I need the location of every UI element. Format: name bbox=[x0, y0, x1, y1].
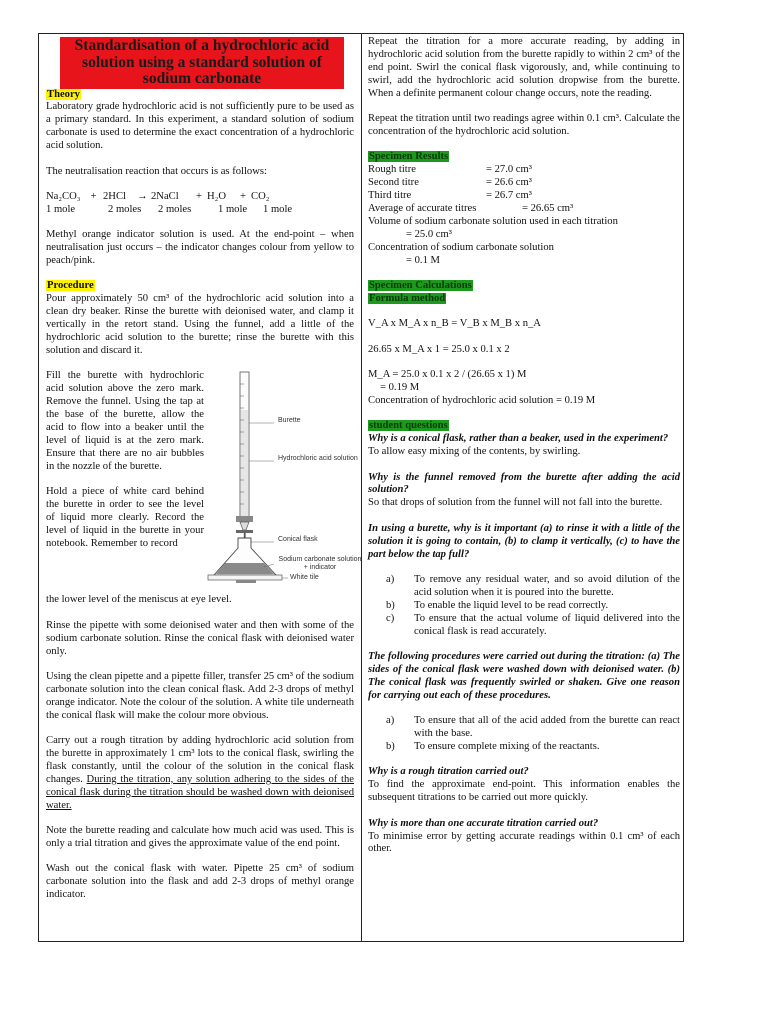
result-row: Second titre = 26.6 cm³ bbox=[368, 177, 532, 189]
specimen-results-heading: Specimen Results bbox=[369, 151, 449, 163]
eq-op: + bbox=[240, 190, 246, 202]
volume-label: Volume of sodium carbonate solution used in each titration bbox=[368, 215, 618, 227]
mole-ratios bbox=[46, 204, 354, 217]
answer-5: To find the approximate end-point. This information enables the subsequent titrations to be carried out more quickly. bbox=[368, 779, 680, 804]
procedure-paragraph-7: Note the burette reading and calculate how much acid was used. This is only a trial titration and gives the approximate value of the end point. bbox=[46, 825, 354, 849]
repeat-until-paragraph: Repeat the titration until two readings agree within 0.1 cm³. Calculate the concentration of the hydrochloric acid solution. bbox=[368, 113, 680, 137]
procedure-paragraph-3b: the lower level of the meniscus at eye level. bbox=[46, 594, 232, 606]
calculation-step-3: = 0.19 M bbox=[380, 382, 420, 394]
answer-1: To allow easy mixing of the contents, by swirling. bbox=[368, 446, 581, 458]
procedure-paragraph-2: Fill the burette with hydrochloric acid solution above the zero mark. Remove the funnel. Using the tap at the base of the burette, allow the acid to flow into a beaker until the level of liquid is at the zero mark. Ensure that there are no air bubbles in the nozzle of the burette. bbox=[46, 370, 204, 472]
label-conical-flask: Conical flask bbox=[278, 536, 318, 544]
titration-apparatus-figure bbox=[204, 370, 362, 594]
result-row: Third titre = 26.7 cm³ bbox=[368, 190, 532, 202]
theory-paragraph-3: Methyl orange indicator solution is used. At the end-point – when neutralisation just occurs – the indicator changes colour from yellow to peach/pink. bbox=[46, 229, 354, 267]
mole-value: 1 mole bbox=[46, 203, 76, 215]
eq-op: + bbox=[90, 190, 97, 202]
question-1: Why is a conical flask, rather than a beaker, used in the experiment? bbox=[368, 433, 669, 445]
answer-3-list bbox=[368, 574, 680, 639]
eq-arrow: → bbox=[137, 190, 148, 202]
mole-value: 1 mole bbox=[218, 203, 248, 215]
concentration-label: Concentration of sodium carbonate solution bbox=[368, 241, 554, 253]
theory-paragraph-1: Laboratory grade hydrochloric acid is not sufficiently pure to be used as a primary standard. In this experiment, a standard solution of sodium carbonate is used to determine the exact concentration of a hydrochloric acid solution. bbox=[46, 101, 354, 152]
answer-4-list bbox=[368, 715, 680, 754]
concentration-value: = 0.1 M bbox=[406, 254, 440, 266]
mole-value: 2 moles bbox=[108, 203, 142, 215]
worksheet-page bbox=[38, 33, 684, 942]
procedure-paragraph-5: Using the clean pipette and a pipette filler, transfer 25 cm³ of the sodium carbonate solution into the clean conical flask. Add 2-3 drops of methyl orange indicator. Note the colour of the solution. A white tile underneath the conical flask will make the colour more obvious. bbox=[46, 671, 354, 721]
calculation-result: Concentration of hydrochloric acid solution = 0.19 M bbox=[368, 394, 596, 406]
eq-term: H₂O bbox=[207, 190, 226, 202]
procedure-heading: Procedure bbox=[47, 280, 94, 292]
answer-2: So that drops of solution from the funnel will not fall into the burette. bbox=[368, 497, 663, 509]
question-3: In using a burette, why is it important (a) to rinse it with a little of the solution it is going to contain, (b) to clamp it vertically, (c) to have the part below the tap full? bbox=[368, 522, 680, 560]
list-item: c) To ensure that the actual volume of liquid delivered into the conical flask is read accurately. bbox=[386, 612, 680, 637]
label-hydrochloric-acid: Hydrochloric acid solution bbox=[278, 455, 358, 463]
reaction-equation bbox=[46, 191, 354, 204]
procedure-figure-row bbox=[46, 370, 362, 594]
calculation-step-1: 26.65 x M_A x 1 = 25.0 x 0.1 x 2 bbox=[368, 343, 510, 355]
result-row: Rough titre = 27.0 cm³ bbox=[368, 164, 532, 176]
eq-term: Na₂CO₃ bbox=[46, 190, 81, 202]
calculation-step-2: M_A = 25.0 x 0.1 x 2 / (26.65 x 1) M bbox=[368, 369, 527, 381]
student-questions-heading: student questions bbox=[369, 420, 448, 432]
volume-value: = 25.0 cm³ bbox=[406, 228, 452, 240]
answer-6: To minimise error by getting accurate readings within 0.1 cm³ of each other. bbox=[368, 830, 680, 855]
mole-value: 2 moles bbox=[158, 203, 192, 215]
procedure-paragraph-6 bbox=[46, 735, 354, 812]
label-burette: Burette bbox=[278, 417, 301, 425]
mole-value: 1 mole bbox=[263, 203, 293, 215]
eq-term: CO₂ bbox=[251, 190, 270, 202]
question-4: The following procedures were carried out during the titration: (a) The sides of the conical flask were washed down with deionised water. (b) The conical flask was frequently swirled or shaken. Give one reason for carrying out each of these procedures. bbox=[368, 651, 680, 701]
procedure-paragraph-6a: Carry out a rough titration by adding hydrochloric acid solution from the burette in approximately 1 cm³ lots to the conical flask, swirling the flask constantly, until the colour of the solution in the conical flask changes. bbox=[46, 735, 354, 785]
procedure-paragraph-6b: During the titration, any solution adhering to the sides of the conical flask during the titration should be washed down with deionised water. bbox=[46, 773, 355, 811]
procedure-paragraph-3a: Hold a piece of white card behind the burette in order to see the level of liquid more clearly. Record the level of liquid in the burette in your notebook. Remember to record bbox=[46, 486, 204, 549]
results-list bbox=[368, 164, 680, 216]
specimen-calculations-heading: Specimen Calculations bbox=[369, 280, 472, 291]
procedure-paragraph-8: Wash out the conical flask with water. Pipette 25 cm³ of sodium carbonate solution into the flask and add 2-3 drops of methyl orange indicator. bbox=[46, 863, 354, 901]
right-column bbox=[362, 34, 685, 941]
list-item: a) To remove any residual water, and so avoid dilution of the acid solution when it is poured into the burette. bbox=[386, 574, 680, 598]
question-6: Why is more than one accurate titration carried out? bbox=[368, 817, 599, 829]
formula-method-heading: Formula method bbox=[369, 292, 446, 304]
label-sodium-carbonate: Sodium carbonate solution + indicator bbox=[278, 556, 362, 572]
procedure-paragraph-4: Rinse the pipette with some deionised water and then with some of the sodium carbonate solution. Rinse the conical flask with deionised water only. bbox=[46, 619, 354, 657]
list-item: b) To ensure complete mixing of the reactants. bbox=[386, 740, 600, 752]
theory-heading: Theory bbox=[47, 88, 80, 100]
eq-term: 2HCl bbox=[103, 190, 126, 202]
page-title: Standardisation of a hydrochloric acid solution using a standard solution of sodium carbonate bbox=[60, 37, 344, 89]
eq-term: 2NaCl bbox=[151, 190, 179, 202]
formula: V_A x M_A x n_B = V_B x M_B x n_A bbox=[368, 318, 541, 330]
eq-op: + bbox=[196, 190, 202, 202]
repeat-titration-paragraph: Repeat the titration for a more accurate reading, by adding in hydrochloric acid solution from the burette rapidly to within 2 cm³ of the end point. Swirl the conical flask vigorously, and, while continuing to swirl, add the hydrochloric acid solution dropwise from the burette. When a definite permanent colour change occurs, note the reading. bbox=[368, 36, 680, 99]
left-column bbox=[39, 34, 362, 941]
theory-paragraph-2: The neutralisation reaction that occurs is as follows: bbox=[46, 165, 267, 177]
list-item: a) To ensure that all of the acid added from the burette can react with the base. bbox=[386, 715, 680, 740]
result-row: Average of accurate titres = 26.65 cm³ bbox=[368, 202, 574, 214]
question-2: Why is the funnel removed from the burette after adding the acid solution? bbox=[368, 471, 680, 496]
list-item: b) To enable the liquid level to be read correctly. bbox=[386, 599, 609, 611]
label-white-tile: White tile bbox=[290, 574, 319, 582]
question-5: Why is a rough titration carried out? bbox=[368, 766, 529, 778]
procedure-paragraph-1: Pour approximately 50 cm³ of the hydrochloric acid solution into a clean dry beaker. Rinse the burette with deionised water, and clamp it vertically in the retort stand. Using the funnel, add a little of the hydrochloric acid solution to the burette; rinse the burette with this solution and discard it. bbox=[46, 293, 354, 356]
